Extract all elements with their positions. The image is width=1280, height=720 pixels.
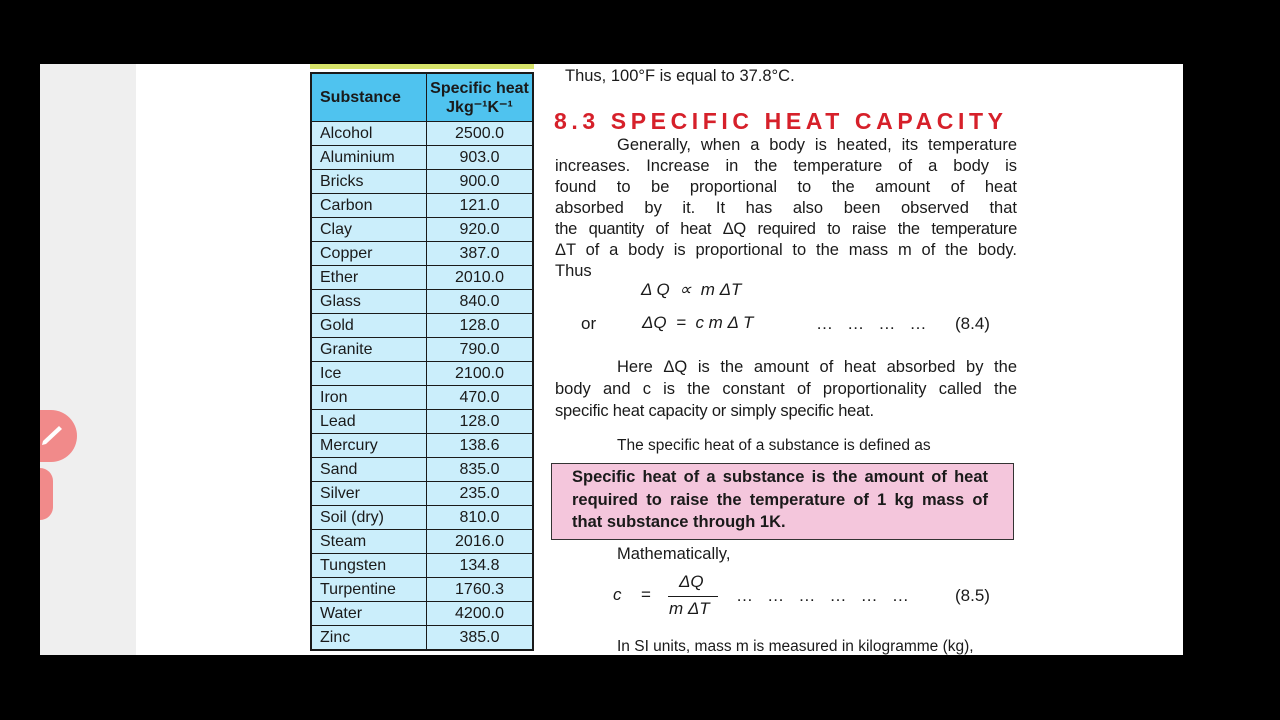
table-row — [311, 602, 533, 626]
substance-cell: Soil (dry) — [311, 506, 427, 530]
specific-heat-cell: 134.8 — [427, 554, 534, 578]
specific-heat-cell: 2016.0 — [427, 530, 534, 554]
table-row — [311, 146, 533, 170]
table-row — [311, 314, 533, 338]
bottom-line: In SI units, mass m is measured in kilogramme (kg), — [617, 638, 974, 655]
para2-line-1: Here ΔQ is the amount of heat absorbed by the — [617, 358, 1017, 376]
equation-proportional: Δ Q ∝ m ΔT — [641, 280, 742, 299]
table-header-row — [311, 73, 533, 122]
specific-heat-cell: 903.0 — [427, 146, 534, 170]
table-row — [311, 434, 533, 458]
equation-8-5-denominator: m ΔT — [669, 599, 710, 618]
specific-heat-cell: 810.0 — [427, 506, 534, 530]
equation-or: or — [581, 314, 597, 333]
para1-line-6: ΔT of a body is proportional to the mass m of the body. — [555, 241, 1017, 259]
substance-cell: Steam — [311, 530, 427, 554]
substance-cell: Granite — [311, 338, 427, 362]
specific-heat-cell: 138.6 — [427, 434, 534, 458]
table-row — [311, 410, 533, 434]
specific-heat-cell: 2500.0 — [427, 122, 534, 146]
substance-cell: Copper — [311, 242, 427, 266]
substance-cell: Silver — [311, 482, 427, 506]
para1-line-4: absorbed by it. It has also been observed that — [555, 199, 1017, 217]
pencil-icon — [40, 425, 64, 447]
table-row — [311, 626, 533, 651]
specific-heat-cell: 470.0 — [427, 386, 534, 410]
para1-line-2: increases. Increase in the temperature of a body is — [555, 157, 1017, 175]
substance-cell: Ice — [311, 362, 427, 386]
substance-cell: Zinc — [311, 626, 427, 651]
substance-cell: Lead — [311, 410, 427, 434]
table-row — [311, 170, 533, 194]
specific-heat-cell: 920.0 — [427, 218, 534, 242]
definition-text: Specific heat of a substance is the amount of heat required to raise the temperature of 1 kg mass of that substance through 1K. — [572, 468, 988, 531]
header-substance: Substance — [311, 73, 427, 122]
table-row — [311, 338, 533, 362]
substance-cell: Aluminium — [311, 146, 427, 170]
header-specific-heat-label: Specific heat — [430, 79, 529, 97]
substance-cell: Carbon — [311, 194, 427, 218]
table-row — [311, 242, 533, 266]
para1-line-3: found to be proportional to the amount of heat — [555, 178, 1017, 196]
equation-8-5-equals: = — [641, 585, 651, 604]
specific-heat-cell: 385.0 — [427, 626, 534, 651]
substance-cell: Tungsten — [311, 554, 427, 578]
math-label: Mathematically, — [617, 545, 731, 563]
specific-heat-cell: 121.0 — [427, 194, 534, 218]
substance-cell: Water — [311, 602, 427, 626]
specific-heat-cell: 840.0 — [427, 290, 534, 314]
para1-line-7: Thus — [555, 262, 592, 280]
para1-line-1: Generally, when a body is heated, its temperature — [617, 136, 1017, 154]
specific-heat-cell: 790.0 — [427, 338, 534, 362]
table-row — [311, 122, 533, 146]
substance-cell: Glass — [311, 290, 427, 314]
para1-line-5: the quantity of heat ΔQ required to raise the temperature — [555, 220, 1017, 238]
table-row — [311, 530, 533, 554]
specific-heat-cell: 128.0 — [427, 314, 534, 338]
table-row — [311, 290, 533, 314]
para3: The specific heat of a substance is defined as — [617, 437, 931, 454]
table-row — [311, 386, 533, 410]
fraction-bar — [668, 596, 718, 597]
equation-number-8-4: (8.4) — [955, 314, 990, 333]
table-row — [311, 194, 533, 218]
table-top-strip — [310, 64, 534, 69]
equation-8-5-lhs: c — [613, 585, 622, 604]
specific-heat-cell: 2010.0 — [427, 266, 534, 290]
equation-number-8-5: (8.5) — [955, 586, 990, 605]
equation-8-4: ΔQ = c m Δ T — [642, 313, 754, 332]
substance-cell: Mercury — [311, 434, 427, 458]
substance-cell: Clay — [311, 218, 427, 242]
header-unit: Jkg⁻¹K⁻¹ — [446, 98, 513, 116]
equation-8-5-dots: … … … … … … — [736, 586, 909, 605]
specific-heat-cell: 1760.3 — [427, 578, 534, 602]
top-line: Thus, 100°F is equal to 37.8°C. — [565, 67, 795, 85]
specific-heat-cell: 2100.0 — [427, 362, 534, 386]
specific-heat-cell: 235.0 — [427, 482, 534, 506]
specific-heat-table — [310, 72, 534, 651]
substance-cell: Gold — [311, 314, 427, 338]
equation-8-4-dots: … … … … — [816, 314, 927, 333]
substance-cell: Turpentine — [311, 578, 427, 602]
para2-line-2: body and c is the constant of proportionality called the — [555, 380, 1017, 398]
specific-heat-cell: 900.0 — [427, 170, 534, 194]
specific-heat-cell: 387.0 — [427, 242, 534, 266]
substance-cell: Alcohol — [311, 122, 427, 146]
table-row — [311, 554, 533, 578]
substance-cell: Bricks — [311, 170, 427, 194]
secondary-tool-button[interactable] — [40, 468, 53, 520]
para2-line-3: specific heat capacity or simply specific heat. — [555, 402, 874, 420]
equation-8-5-numerator: ΔQ — [679, 572, 704, 591]
specific-heat-cell: 4200.0 — [427, 602, 534, 626]
substance-cell: Iron — [311, 386, 427, 410]
table-row — [311, 578, 533, 602]
header-specific-heat — [427, 73, 534, 122]
table-row — [311, 218, 533, 242]
specific-heat-cell: 835.0 — [427, 458, 534, 482]
table-row — [311, 506, 533, 530]
definition-box — [551, 463, 1014, 540]
table-row — [311, 458, 533, 482]
substance-cell: Ether — [311, 266, 427, 290]
table-row — [311, 266, 533, 290]
table-row — [311, 362, 533, 386]
substance-cell: Sand — [311, 458, 427, 482]
table-row — [311, 482, 533, 506]
section-heading: 8.3 SPECIFIC HEAT CAPACITY — [554, 108, 1008, 134]
specific-heat-cell: 128.0 — [427, 410, 534, 434]
